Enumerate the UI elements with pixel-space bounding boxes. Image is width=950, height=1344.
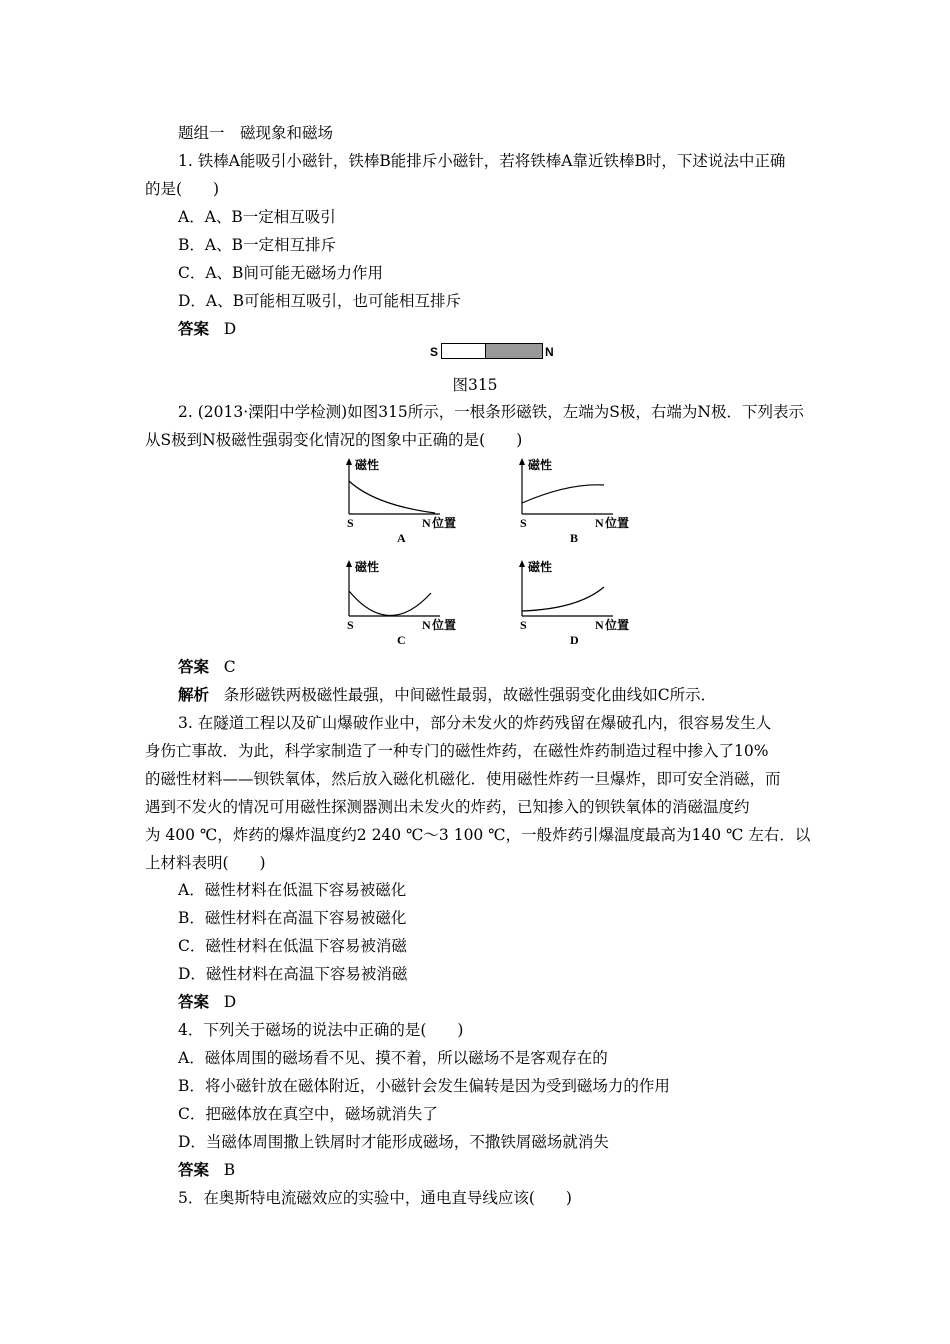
answer-label: 答案 [178,319,210,338]
graph-c [335,559,475,649]
q3-line1: 3. 在隧道工程以及矿山爆破作业中，部分未发火的炸药残留在爆破孔内，很容易发生人 [178,714,772,732]
graph-d-ylabel: 磁性 [528,560,553,574]
graph-c-n: N [422,618,431,632]
graph-a [335,457,475,547]
q2-answer [178,657,843,677]
q4-answer [178,1160,843,1180]
graph-b-letter: B [570,531,579,545]
analysis-text: 条形磁铁两极磁性最强，中间磁性最弱，故磁性强弱变化曲线如C所示． [223,686,717,704]
q4-option-b: B．将小磁针放在磁体附近，小磁针会发生偏转是因为受到磁场力的作用 [178,1077,670,1095]
q3-line3: 的磁性材料——钡铁氧体，然后放入磁化机磁化．使用磁性炸药一旦爆炸，即可安全消磁，而 [145,770,781,788]
graph-a-letter: A [397,531,406,545]
q1-option-a: A．A、B一定相互吸引 [178,208,336,226]
q3-option-b: B．磁性材料在高温下容易被磁化 [178,909,407,927]
q1-option-b: B．A、B一定相互排斥 [178,236,336,254]
q1-stem-line2: 的是( ) [145,180,220,198]
graph-d [508,559,648,649]
q3-answer [178,992,843,1012]
q4-stem: 4．下列关于磁场的说法中正确的是( ) [178,1021,464,1039]
graph-c-letter: C [397,633,406,647]
q3-option-a: A．磁性材料在低温下容易被磁化 [178,881,407,899]
curve-c [349,591,431,616]
q3-option-c: C．磁性材料在低温下容易被消磁 [178,937,407,955]
graph-a-xlabel: 位置 [432,516,457,530]
q4-option-a: A．磁体周围的磁场看不见、摸不着，所以磁场不是客观存在的 [178,1049,608,1067]
graph-c-s: S [347,618,354,632]
answer-label: 答案 [178,1160,210,1179]
graph-b-xlabel: 位置 [605,516,630,530]
q3-line2: 身伤亡事故．为此，科学家制造了一种专门的磁性炸药，在磁性炸药制造过程中掺入了10% [145,742,769,760]
figure-caption: 图315 [452,376,498,394]
graph-a-n: N [422,516,431,530]
q1-option-d: D．A、B可能相互吸引，也可能相互排斥 [178,292,462,310]
graph-b-n: N [595,516,604,530]
graph-b [508,457,648,547]
section-title: 题组一 磁现象和磁场 [178,124,334,142]
q3-line6: 上材料表明( ) [145,854,266,872]
answer-value: C [223,658,236,676]
graph-d-n: N [595,618,604,632]
graph-d-s: S [520,618,527,632]
graph-d-letter: D [570,633,579,647]
curve-a [349,481,435,513]
curve-b [522,485,604,503]
magnet-n-half [485,343,543,359]
answer-value: D [223,993,237,1011]
q2-stem-line2: 从S极到N极磁性强弱变化情况的图象中正确的是( ) [145,431,523,449]
answer-value: D [223,320,237,338]
graph-c-xlabel: 位置 [432,618,457,632]
graph-c-ylabel: 磁性 [355,560,380,574]
magnet-s-label: S [430,345,439,359]
q3-line5: 为 400 ℃，炸药的爆炸温度约2 240 ℃～3 100 ℃，一般炸药引爆温度最高为140 ℃ 左右．以 [145,826,811,844]
q4-option-c: C．把磁体放在真空中，磁场就消失了 [178,1105,438,1123]
graph-a-s: S [347,516,354,530]
q1-answer [178,319,843,339]
answer-label: 答案 [178,657,210,676]
q4-option-d: D．当磁体周围撒上铁屑时才能形成磁场，不撒铁屑磁场就消失 [178,1133,609,1151]
q3-option-d: D．磁性材料在高温下容易被消磁 [178,965,408,983]
answer-value: B [223,1161,236,1179]
graph-a-ylabel: 磁性 [355,458,380,472]
q2-stem-line1: 2. (2013·溧阳中学检测)如图315所示，一根条形磁铁，左端为S极，右端为N极．下列表示 [178,403,804,421]
curve-d [522,587,604,611]
q5-stem: 5．在奥斯特电流磁效应的实验中，通电直导线应该( ) [178,1189,572,1207]
graph-b-s: S [520,516,527,530]
graph-d-xlabel: 位置 [605,618,630,632]
q1-stem-line1: 1. 铁棒A能吸引小磁针，铁棒B能排斥小磁针，若将铁棒A靠近铁棒B时，下述说法中正确 [178,152,786,170]
answer-label: 答案 [178,992,210,1011]
graph-b-ylabel: 磁性 [528,458,553,472]
q2-analysis [178,685,843,705]
magnet-n-label: N [545,345,554,359]
q2-source: 溧阳中学检测 [248,403,342,421]
analysis-label: 解析 [178,685,210,704]
q3-line4: 遇到不发火的情况可用磁性探测器测出未发火的炸药，已知掺入的钡铁氧体的消磁温度约 [145,798,750,816]
magnet-s-half [441,343,487,359]
q1-option-c: C．A、B间可能无磁场力作用 [178,264,383,282]
